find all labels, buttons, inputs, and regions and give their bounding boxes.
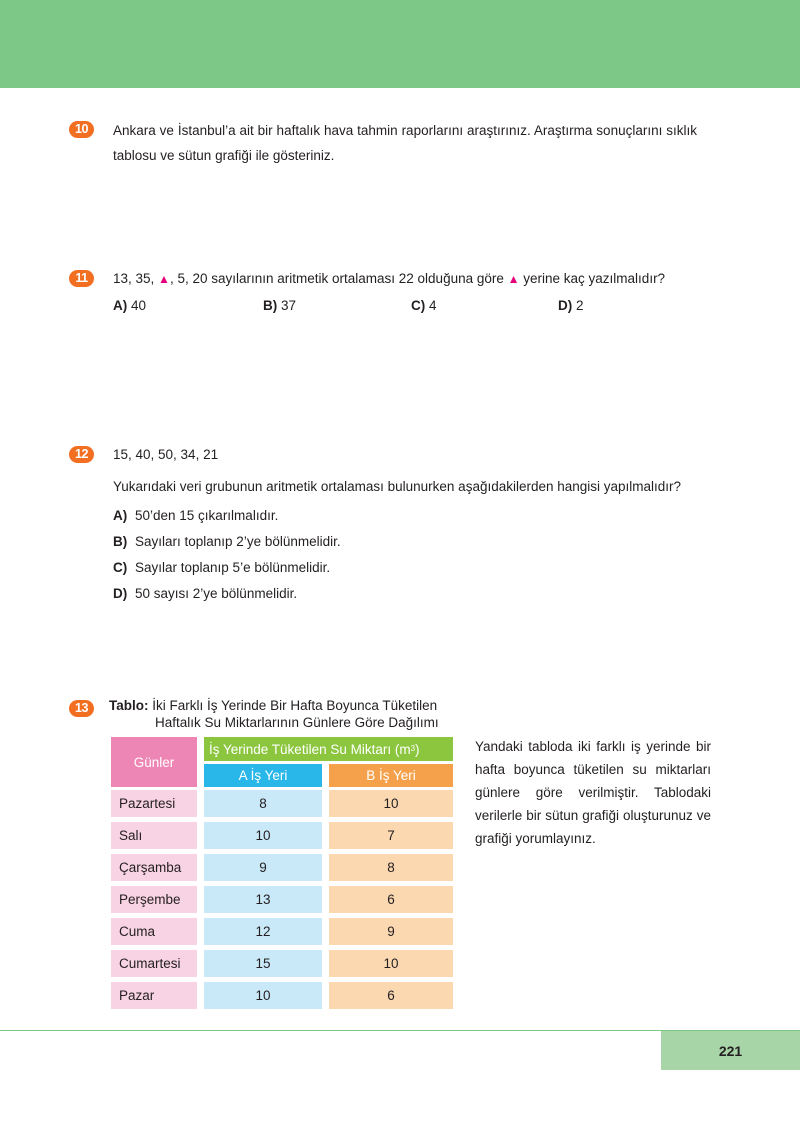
table-cell-b: 9 [329, 918, 453, 945]
table-cell-a: 8 [204, 790, 322, 817]
table-cell-b: 8 [329, 854, 453, 881]
option-d[interactable]: D) 50 sayısı 2’ye bölünmelidir. [113, 586, 298, 601]
header-days: Günler [111, 737, 197, 787]
question-10-text: Ankara ve İstanbul’a ait bir haftalık hava tahmin raporlarını araştırınız. Araştırma sonuçlarını sıklık tablosu ve sütun grafiği ile gösteriniz. [113, 123, 697, 163]
option-c[interactable]: C) Sayılar toplanıp 5’e bölünmelidir. [113, 560, 331, 575]
question-number-badge: 13 [69, 700, 94, 717]
table-cell-day: Cuma [111, 918, 197, 945]
question-number-badge: 10 [69, 121, 94, 138]
option-a[interactable]: A) 50’den 15 çıkarılmalıdır. [113, 508, 279, 523]
table-cell-day: Salı [111, 822, 197, 849]
table-cell-b: 6 [329, 886, 453, 913]
question-13-text: Yandaki tabloda iki farklı iş yerinde bir hafta boyunca tüketilen su miktarları günlere göre verilmiştir. Tablodaki verilerle bir sütun grafiği oluşturunuz ve grafiği yorumlayınız. [475, 739, 711, 846]
table-cell-day: Çarşamba [111, 854, 197, 881]
table-cell-a: 10 [204, 982, 322, 1009]
table-title: Tablo: İki Farklı İş Yerinde Bir Hafta Boyunca Tüketilen Haftalık Su Miktarlarının Günlere Göre Dağılımı [109, 698, 439, 730]
table-cell-day: Perşembe [111, 886, 197, 913]
question-12-text: Yukarıdaki veri grubunun aritmetik ortalaması bulunurken aşağıdakilerden hangisi yapılmalıdır? [113, 479, 682, 494]
header-consumption: İş Yerinde Tüketilen Su Miktarı (m 3 ) [204, 737, 453, 761]
table-cell-a: 12 [204, 918, 322, 945]
page-number: 221 [661, 1031, 800, 1070]
table-cell-a: 13 [204, 886, 322, 913]
option-a[interactable]: A) 40 [113, 298, 147, 313]
question-number-badge: 12 [69, 446, 94, 463]
table-cell-b: 6 [329, 982, 453, 1009]
header-band [0, 0, 800, 88]
triangle-icon: ▲ [158, 272, 170, 286]
table-cell-day: Pazar [111, 982, 197, 1009]
question-12-data: 15, 40, 50, 34, 21 [113, 447, 219, 462]
header-b: B İş Yeri [329, 764, 453, 787]
option-c[interactable]: C) 4 [411, 298, 437, 313]
option-d[interactable]: D) 2 [558, 298, 584, 313]
option-b[interactable]: B) Sayıları toplanıp 2’ye bölünmelidir. [113, 534, 341, 549]
question-12-options [113, 508, 341, 612]
table-cell-a: 15 [204, 950, 322, 977]
option-b[interactable]: B) 37 [263, 298, 297, 313]
question-11-text: 13, 35, ▲, 5, 20 sayılarının aritmetik ortalaması 22 olduğuna göre ▲ yerine kaç yazılmalıdır? [113, 271, 666, 286]
table-cell-b: 7 [329, 822, 453, 849]
question-number-badge: 11 [69, 270, 94, 287]
table-cell-b: 10 [329, 790, 453, 817]
table-cell-day: Pazartesi [111, 790, 197, 817]
header-a: A İş Yeri [204, 764, 322, 787]
triangle-icon: ▲ [507, 272, 520, 286]
table-cell-a: 10 [204, 822, 322, 849]
table-cell-a: 9 [204, 854, 322, 881]
table-cell-b: 10 [329, 950, 453, 977]
table-cell-day: Cumartesi [111, 950, 197, 977]
